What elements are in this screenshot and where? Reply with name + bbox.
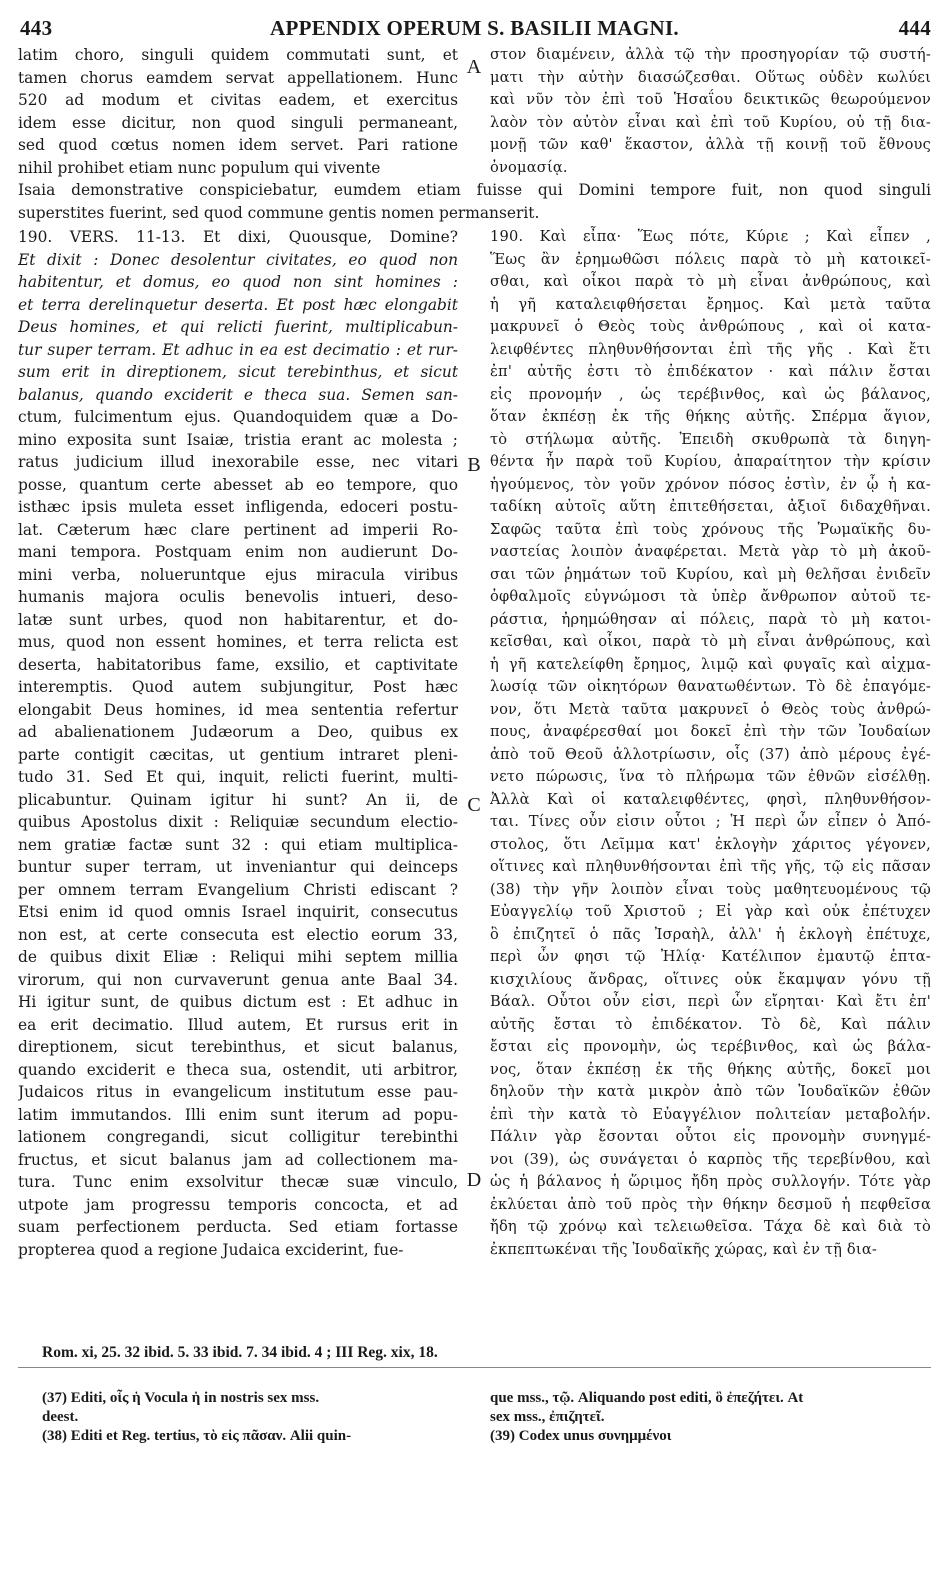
running-title: APPENDIX OPERUM S. BASILII MAGNI. bbox=[270, 16, 679, 40]
latin-line: tura. Tunc enim exsolvitur thecæ suæ vinculo, bbox=[18, 1173, 458, 1191]
latin-line: quibus Apostolus dixit : Reliquiæ secundum electio- bbox=[18, 813, 458, 831]
latin-line: idem esse dicitur, non quod singuli permaneant, bbox=[18, 113, 458, 132]
greek-column-top bbox=[490, 44, 931, 179]
latin-line: nem gratiæ factæ sunt 32 : qui etiam multiplica- bbox=[18, 835, 458, 854]
greek-line: Βάαλ. Οὗτοι οὖν εἰσι, περὶ ὧν εἴρηται· Καὶ ἔτι ἐπ' bbox=[490, 993, 931, 1010]
greek-line: ράστια, ἠρημώθησαν αἱ πόλεις, παρὰ τὸ μὴ κατοι- bbox=[490, 610, 931, 628]
latin-line: tur super terram. Et adhuc in ea est decimatio : et rur- bbox=[18, 340, 458, 359]
page-header bbox=[18, 14, 931, 44]
greek-line: μονῇ τῶν καθ' ἕκαστον, ἀλλὰ τῇ κοινῇ τοῦ ἔθνους bbox=[490, 136, 931, 153]
greek-line: ὃ ἐπιζητεῖ ὁ πᾶς Ἰσραὴλ, ἀλλ' ἡ ἐκλογὴ ἐπέτυχε, bbox=[490, 925, 931, 943]
latin-line: 520 ad modum et civitas eadem, et exercitus bbox=[18, 91, 458, 109]
greek-line: ὅταν ἐκπέσῃ ἐκ τῆς θήκης αὐτῆς. Σπέρμα ἅγιον, bbox=[490, 408, 931, 425]
latin-line: quando exciderit e theca sua, ostendit, uti arbitror, bbox=[18, 1060, 458, 1079]
latin-line: sum erit in direptionem, sicut terebinthus, et sicut bbox=[18, 363, 458, 381]
latin-line: balanus, quando exciderit e theca sua. Semen san- bbox=[18, 385, 458, 404]
footnote-38-cont-2: sex mss., ἐπιζητεῖ. bbox=[490, 1409, 605, 1425]
greek-line: σθαι, καὶ οἶκοι παρὰ τὸ μὴ εἶναι ἀνθρώπους, καὶ bbox=[490, 273, 931, 290]
latin-line: buntur super terram, ut inveniantur qui deinceps bbox=[18, 858, 458, 876]
latin-line: posse, quantum certe abesset ab eo tempore, quo bbox=[18, 475, 458, 494]
latin-line: Etsi enim id quod omnis Israel inquirit, consecutus bbox=[18, 903, 458, 921]
greek-line: ἡ γῆ καταλειφθήσεται ἔρημος. Καὶ μετὰ ταῦτα bbox=[490, 295, 931, 313]
greek-line: ἐπὶ τὴν κατὰ τὸ Εὐαγγέλιον πολιτείαν μεταβολήν. bbox=[490, 1105, 931, 1123]
greek-line: ἐκπεπτωκέναι τῆς Ἰουδαϊκῆς χώρας, καὶ ἐν τῇ δια- bbox=[490, 1240, 878, 1258]
margin-letter-b: B bbox=[467, 454, 481, 476]
greek-line: μακρυνεῖ ὁ Θεὸς τοὺς ἀνθρώπους , καὶ οἱ κατα- bbox=[490, 318, 931, 335]
greek-line: τὸ στήλωμα αὐτῆς. Ἐπειδὴ σκυθρωπὰ τὰ διηγη- bbox=[490, 430, 931, 448]
full-width-paragraph bbox=[18, 179, 931, 224]
latin-line: habitentur, et domus, eo quod non sint homines : bbox=[18, 273, 458, 291]
latin-line: ctum, fulcimentum ejus. Quandoquidem quæ a Do- bbox=[18, 408, 458, 426]
greek-line: περὶ ὧν φησι τῷ Ἠλίᾳ· Κατέλιπον ἐμαυτῷ ἑπτα- bbox=[490, 948, 931, 965]
latin-line: non est, at certe consecuta est electio eorum 33, bbox=[18, 925, 458, 944]
latin-line: Judaicos ritus in evangelicum institutum esse pau- bbox=[18, 1083, 458, 1101]
greek-line: ταδίκη αὐτοῖς αὕτη ἐπιτεθήσεται, ἀξιοῖ διδαχθῆναι. bbox=[490, 498, 931, 515]
greek-line: θέντα ἦν παρὰ τοῦ Κυρίου, ἀπαραίτητον τὴν κρίσιν bbox=[490, 453, 931, 470]
page-number-right: 444 bbox=[898, 16, 931, 40]
full-width-line: superstites fuerint, sed quod commune gentis nomen permanserit. bbox=[18, 203, 540, 222]
two-column-body bbox=[18, 44, 931, 1364]
greek-line: πους, ἀναφέρεσθαί μοι δοκεῖ ἐπὶ τὴν τῶν Ἰουδαίων bbox=[490, 723, 931, 740]
latin-column-top bbox=[18, 44, 458, 179]
latin-line: sed quod cœtus nomen idem servet. Pari ratione bbox=[18, 136, 458, 154]
greek-line: στον διαμένειν, ἀλλὰ τῷ τὴν προσηγορίαν τῷ συστή- bbox=[490, 46, 931, 63]
latin-line: de quibus dixit Eliæ : Reliqui mihi septem millia bbox=[18, 948, 458, 966]
greek-line: Ἀλλὰ Καὶ οἱ καταλειφθέντες, φησὶ, πληθυνθήσον- bbox=[490, 790, 931, 808]
page bbox=[18, 14, 931, 1444]
greek-line: εἰς προνομήν , ὡς τερέβινθος, καὶ ὡς βάλανος, bbox=[490, 385, 931, 403]
greek-line: ὡς ἡ βάλανος ἡ ὥριμος ἤδη πρὸς συλλογήν. Τότε γὰρ bbox=[490, 1173, 931, 1190]
latin-line: Et dixit : Donec desolentur civitates, eo quod non bbox=[18, 250, 458, 269]
margin-letter-d: D bbox=[466, 1169, 482, 1191]
latin-line: mini verba, nolueruntque ejus miracula viribus bbox=[18, 565, 458, 584]
greek-line: σαι τῶν ῥημάτων τοῦ Κυρίου, καὶ μὴ θελῆσαι ἐνιδεῖν bbox=[490, 565, 931, 583]
latin-line: latim choro, singuli quidem commutati sunt, et bbox=[18, 46, 458, 64]
latin-line: humanis majora oculis benevolis intueri, deso- bbox=[18, 588, 458, 606]
footnote-38: (38) Editi et Reg. tertius, τὸ εἰς πᾶσαν. Alii quin- bbox=[42, 1428, 352, 1444]
greek-line: οἵτινες καὶ πληθυνθήσονται ἐπὶ τῆς γῆς, τῷ εἰς πᾶσαν bbox=[490, 858, 931, 875]
latin-line: direptionem, sicut terebinthus, et sicut balanus, bbox=[18, 1038, 458, 1056]
greek-line: ὀνομασίᾳ. bbox=[490, 158, 568, 176]
greek-line: Ἕως ἂν ἐρημωθῶσι πόλεις παρὰ τὸ μὴ κατοικεῖ- bbox=[490, 250, 931, 268]
margin-letter-a: A bbox=[466, 56, 482, 78]
latin-line: nihil prohibet etiam nunc populum qui vivente bbox=[18, 158, 381, 177]
greek-line: λειφθέντες πληθυνθήσονται ἐπὶ τῆς γῆς . Καὶ ἔτι bbox=[490, 340, 931, 358]
greek-line: νοι (39), ὡς συνάγεται ὁ καρπὸς τῆς τερεβίνθου, καὶ bbox=[490, 1150, 931, 1168]
latin-line: Hi igitur sunt, de quibus dictum est : Et adhuc in bbox=[18, 993, 458, 1011]
greek-line: ὀφθαλμοῖς εὐγνώμοσι τὰ ὑπὲρ ἄνθρωπον αὐτοῦ τε- bbox=[490, 588, 931, 605]
footnote-rule bbox=[18, 1367, 931, 1368]
greek-line: ἐκλύεται ἀπὸ τοῦ πρὸς τὴν θήκην δεσμοῦ ἡ πεφθεῖσα bbox=[490, 1195, 931, 1213]
latin-line: Deus homines, et qui relicti fuerint, multiplicabun- bbox=[18, 318, 458, 336]
latin-line: ad abalienationem Judæorum a Deo, quibus ex bbox=[18, 723, 458, 741]
latin-line: fructus, et sicut balanus jam ad collectionem ma- bbox=[18, 1150, 458, 1169]
latin-line: virorum, qui non curvaverunt genua ante Baal 34. bbox=[18, 970, 458, 989]
greek-line: Πάλιν γὰρ ἔσονται οὗτοι εἰς προνομὴν συνηγμέ- bbox=[490, 1128, 931, 1145]
greek-line: ται. Τίνες οὖν εἰσιν οὗτοι ; Ἡ περὶ ὧν εἶπεν ὁ Ἀπό- bbox=[490, 813, 931, 830]
latin-line: mino exposita sunt Isaiæ, tristia erant ac molesta ; bbox=[18, 430, 458, 449]
margin-letter-c: C bbox=[467, 794, 481, 816]
footnote-39: (39) Codex unus συνημμένοι bbox=[490, 1428, 672, 1444]
page-number-left: 443 bbox=[20, 16, 53, 40]
scripture-references: Rom. xi, 25. 32 ibid. 5. 33 ibid. 7. 34 ibid. 4 ; III Reg. xix, 18. bbox=[42, 1344, 438, 1361]
greek-line: στολος, ὅτι Λεῖμμα κατ' ἐκλογὴν χάριτος γέγονεν, bbox=[490, 835, 931, 853]
greek-line: Εὐαγγελίῳ τοῦ Χριστοῦ ; Εἰ γὰρ καὶ οὐκ ἐπέτυχεν bbox=[490, 903, 931, 920]
greek-line: λαὸν τὸν αὐτὸν εἶναι καὶ ἐπὶ τοῦ Κυρίου, οὐ τῇ δια- bbox=[490, 113, 931, 131]
greek-line: ἀπὸ τοῦ Θεοῦ ἀλλοτρίωσιν, οἷς (37) ἀπὸ μέρους ἐγέ- bbox=[490, 745, 931, 763]
greek-line: δηλοῦν τὴν κατὰ μικρὸν ἀπὸ τῶν Ἰουδαϊκῶν ἐθῶν bbox=[490, 1083, 931, 1100]
latin-line: latim immutandos. Illi enim sunt iterum ad popu- bbox=[18, 1105, 458, 1124]
latin-line: per omnem terram Evangelium Christi ediscant ? bbox=[18, 880, 458, 899]
greek-line: ἔσται εἰς προνομὴν, ὡς τερέβινθος, καὶ ὡς βάλα- bbox=[490, 1038, 931, 1055]
latin-line: lationem congregandi, sicut colligitur terebinthi bbox=[18, 1128, 458, 1146]
latin-line: interemptis. Quod autem subjungitur, Post hæc bbox=[18, 678, 458, 696]
greek-line: ἤδη τῷ χρόνῳ καὶ τελειωθεῖσα. Τάχα δὲ καὶ διὰ τὸ bbox=[490, 1218, 931, 1235]
greek-line: ναστείας λοιπὸν ἀναφέρεται. Μετὰ γὰρ τὸ μὴ ἀκοῦ- bbox=[490, 543, 931, 560]
latin-line: tamen chorus eamdem servat appellationem. Hunc bbox=[18, 68, 458, 87]
greek-line: λωσίᾳ τῶν οἰκητόρων θανατωθέντων. Τὸ δὲ ἐπαγόμε- bbox=[490, 678, 931, 695]
latin-line: utpote jam progressu temporis concocta, et ad bbox=[18, 1195, 458, 1214]
greek-line: ἡ γῆ κατελείφθη ἔρημος, λιμῷ καὶ φυγαῖς καὶ αἰχμα- bbox=[490, 655, 931, 673]
greek-line: (38) τὴν γῆν λοιπὸν εἶναι τοὺς μαθητευομένους τῷ bbox=[490, 880, 931, 898]
greek-line: καὶ νῦν τὸν ἐπὶ τοῦ Ἡσαΐου δεικτικῶς θεωρούμενον bbox=[490, 91, 931, 108]
latin-line: elongabit Deus homines, id mea sententia refertur bbox=[18, 700, 458, 719]
greek-line: ἐπ' αὐτῆς ἐστι τὸ ἐπιδέκατον · καὶ πάλιν ἔσται bbox=[490, 363, 931, 380]
latin-line: ea erit decimatio. Illud autem, Et rursus erit in bbox=[18, 1015, 458, 1034]
greek-line: ἡγούμενος, τὸν γοῦν χρόνον πόσος ἐστὶν, ἐν ᾧ ἡ κα- bbox=[490, 475, 931, 493]
latin-line: mani tempora. Postquam enim non audierunt Do- bbox=[18, 543, 458, 561]
latin-line: propterea quod a regione Judaica exciderint, fue- bbox=[18, 1240, 404, 1259]
greek-line: κισχιλίους ἄνδρας, οἵτινες οὐκ ἔκαμψαν γόνυ τῇ bbox=[490, 970, 931, 988]
greek-line: Σαφῶς ταῦτα ἐπὶ τοὺς χρόνους τῆς Ῥωμαϊκῆς δυ- bbox=[490, 520, 931, 538]
greek-line: αὐτῆς ἔσται τὸ ἐπιδέκατον. Τὸ δὲ, Καὶ πάλιν bbox=[490, 1015, 931, 1033]
latin-column-main bbox=[18, 226, 458, 1261]
latin-line: ratus judicium illud inexorabile esse, nec vitari bbox=[18, 453, 458, 471]
footnote-37: (37) Editi, οἷς ἡ Vocula ἡ in nostris sex mss. bbox=[42, 1390, 320, 1406]
greek-line: νετο πώρωσις, ἵνα τὸ πλήρωμα τῶν ἐθνῶν εἰσέλθῃ. bbox=[490, 768, 931, 785]
greek-line: νον, ὅτι Μετὰ ταῦτα μακρυνεῖ ὁ Θεὸς τοὺς ἀνθρώ- bbox=[490, 700, 931, 718]
latin-line: isthæc ipsis muleta esset infligenda, edoceri postu- bbox=[18, 498, 458, 516]
full-width-line: Isaia demonstrative conspiciebatur, eumdem etiam fuisse qui Domini tempore fuit, non quod singuli bbox=[18, 181, 931, 199]
latin-line: et terra derelinquetur deserta. Et post hæc elongabit bbox=[18, 295, 458, 314]
latin-line: lat. Cæterum hæc clare pertinent ad imperii Ro- bbox=[18, 520, 458, 539]
latin-line: 190. VERS. 11-13. Et dixi, Quousque, Domine? bbox=[18, 228, 458, 246]
footnote-37-cont: deest. bbox=[42, 1409, 79, 1425]
latin-line: plicabuntur. Quinam igitur hi sunt? An ii, de bbox=[18, 790, 458, 809]
latin-line: deserta, habitatoribus fame, exsilio, et captivitate bbox=[18, 655, 458, 674]
latin-line: suam perfectionem perducta. Sed etiam fortasse bbox=[18, 1218, 458, 1236]
latin-line: latæ sunt urbes, quod non habitarentur, et do- bbox=[18, 610, 458, 629]
greek-column-main bbox=[490, 226, 931, 1261]
latin-line: parte contigit cæcitas, ut gentium intraret pleni- bbox=[18, 745, 458, 764]
latin-line: mus, quod non essent homines, et terra relicta est bbox=[18, 633, 458, 651]
greek-line: ματι τὴν αὐτὴν διασώζεσθαι. Οὕτως οὐδὲν κωλύει bbox=[490, 68, 931, 86]
latin-line: tudo 31. Sed Et qui, inquit, relicti fuerint, multi- bbox=[18, 768, 458, 786]
greek-line: 190. Καὶ εἶπα· Ἕως πότε, Κύριε ; Καὶ εἶπεν , bbox=[490, 228, 931, 245]
footnote-38-cont: que mss., τῷ. Aliquando post editi, ὃ ἐπεζήτει. At bbox=[490, 1390, 804, 1406]
greek-line: νος, ὅταν ἐκπέσῃ ἐκ τῆς θήκης αὐτῆς, δοκεῖ μοι bbox=[490, 1060, 931, 1078]
greek-line: κεῖσθαι, καὶ οἶκοι, παρὰ τὸ μὴ εἶναι ἀνθρώπους, καὶ bbox=[490, 633, 931, 650]
